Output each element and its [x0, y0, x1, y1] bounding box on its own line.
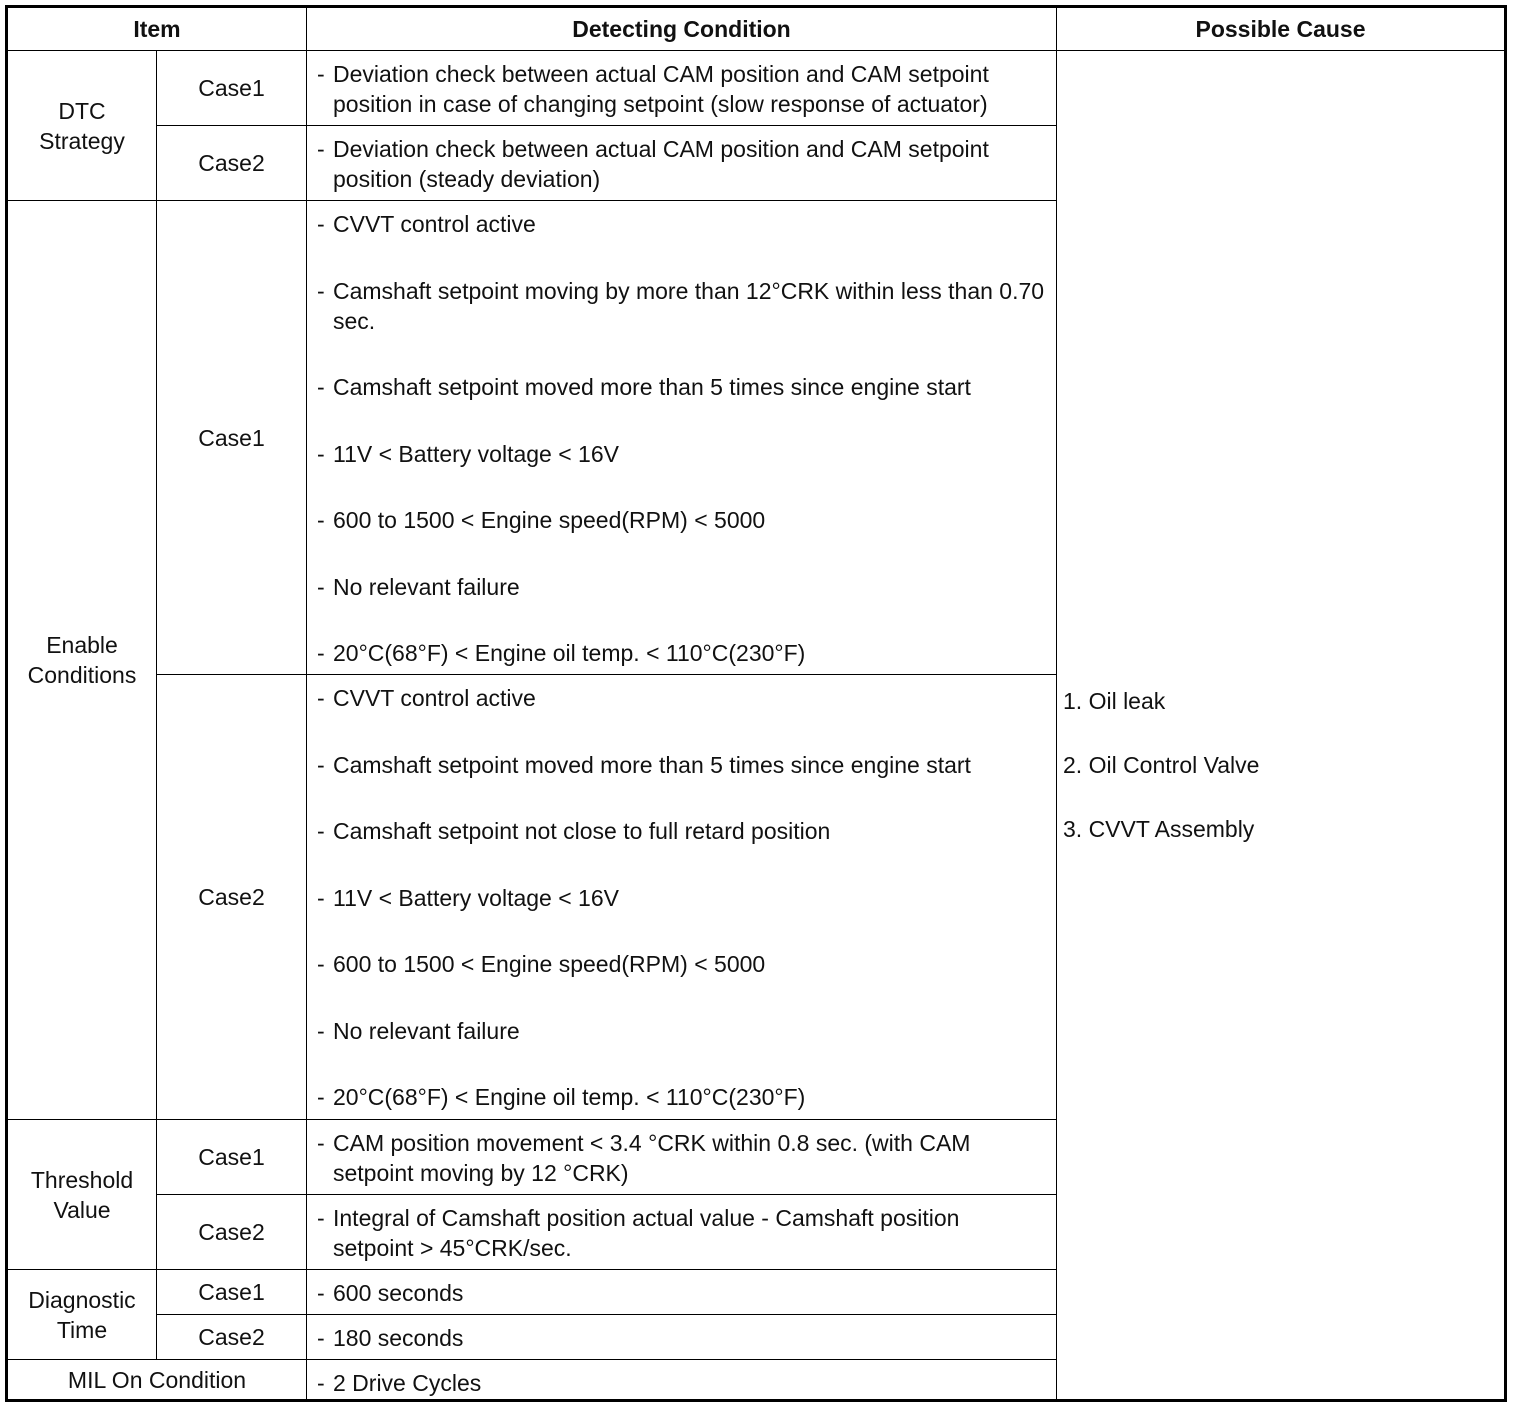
condition-item: - No relevant failure: [317, 572, 1046, 602]
condition-item: - 2 Drive Cycles: [317, 1368, 1046, 1398]
diagnostic-time-label: Diagnostic Time: [28, 1286, 136, 1343]
condition-item: - 180 seconds: [317, 1323, 1046, 1353]
dtc-strategy-case1-conditions: [307, 51, 1057, 126]
diagnostic-time-case1-label: Case1: [157, 1270, 307, 1315]
header-possible-cause: Possible Cause: [1057, 8, 1504, 51]
possible-cause-item: 1. Oil leak: [1063, 688, 1166, 714]
threshold-value-case1-conditions: [307, 1120, 1057, 1195]
condition-item: - 20°C(68°F) < Engine oil temp. < 110°C(230°F): [317, 1082, 1046, 1112]
condition-item: - CVVT control active: [317, 209, 1046, 239]
row-label-dtc-strategy: [8, 51, 157, 201]
enable-conditions-label: Enable Conditions: [27, 632, 137, 688]
threshold-value-label: Threshold Value: [30, 1166, 134, 1223]
possible-cause-item: 2. Oil Control Valve: [1063, 752, 1260, 778]
condition-item: - 20°C(68°F) < Engine oil temp. < 110°C(230°F): [317, 638, 1046, 668]
condition-item: - Integral of Camshaft position actual value - Camshaft position setpoint > 45°CRK/sec.: [317, 1203, 1046, 1263]
row-label-diagnostic-time: [8, 1270, 157, 1360]
row-label-enable-conditions: [8, 201, 157, 1120]
condition-item: - Deviation check between actual CAM position and CAM setpoint position (steady deviation): [317, 134, 1046, 194]
condition-item: - 600 to 1500 < Engine speed(RPM) < 5000: [317, 505, 1046, 535]
enable-conditions-case2-label: Case2: [157, 675, 307, 1120]
condition-item: - Deviation check between actual CAM position and CAM setpoint position in case of changing setpoint (slow response of actuator): [317, 59, 1046, 119]
condition-item: - 600 seconds: [317, 1278, 1046, 1308]
dtc-strategy-case2-conditions: [307, 126, 1057, 201]
dtc-strategy-case2-label: Case2: [157, 126, 307, 201]
threshold-value-case2-conditions: [307, 1195, 1057, 1270]
row-label-mil-on-condition: MIL On Condition: [8, 1360, 307, 1399]
diagnostic-time-case2-conditions: [307, 1315, 1057, 1360]
condition-item: - 11V < Battery voltage < 16V: [317, 439, 1046, 469]
dtc-strategy-case1-label: Case1: [157, 51, 307, 126]
possible-cause-cell: [1057, 51, 1504, 1399]
condition-item: - Camshaft setpoint moved more than 5 times since engine start: [317, 372, 1046, 402]
diagnostic-time-case2-label: Case2: [157, 1315, 307, 1360]
row-label-threshold-value: [8, 1120, 157, 1270]
condition-item: - No relevant failure: [317, 1016, 1046, 1046]
enable-conditions-case1-conditions: [307, 201, 1057, 675]
threshold-value-case2-label: Case2: [157, 1195, 307, 1270]
enable-conditions-case2-conditions: [307, 675, 1057, 1120]
diagnostic-time-case1-conditions: [307, 1270, 1057, 1315]
dtc-strategy-label: DTC Strategy: [39, 97, 125, 154]
header-item: Item: [8, 8, 307, 51]
condition-item: - 600 to 1500 < Engine speed(RPM) < 5000: [317, 949, 1046, 979]
condition-item: - Camshaft setpoint moved more than 5 times since engine start: [317, 750, 1046, 780]
header-detecting-condition: Detecting Condition: [307, 8, 1057, 51]
threshold-value-case1-label: Case1: [157, 1120, 307, 1195]
dtc-table: [5, 5, 1507, 1402]
condition-item: - CAM position movement < 3.4 °CRK within 0.8 sec. (with CAM setpoint moving by 12 °CRK): [317, 1128, 1046, 1188]
mil-on-condition-conditions: [307, 1360, 1057, 1399]
condition-item: - 11V < Battery voltage < 16V: [317, 883, 1046, 913]
possible-cause-item: 3. CVVT Assembly: [1063, 816, 1255, 842]
condition-item: - Camshaft setpoint moving by more than 12°CRK within less than 0.70 sec.: [317, 276, 1046, 336]
condition-item: - CVVT control active: [317, 683, 1046, 713]
enable-conditions-case1-label: Case1: [157, 201, 307, 675]
condition-item: - Camshaft setpoint not close to full retard position: [317, 816, 1046, 846]
